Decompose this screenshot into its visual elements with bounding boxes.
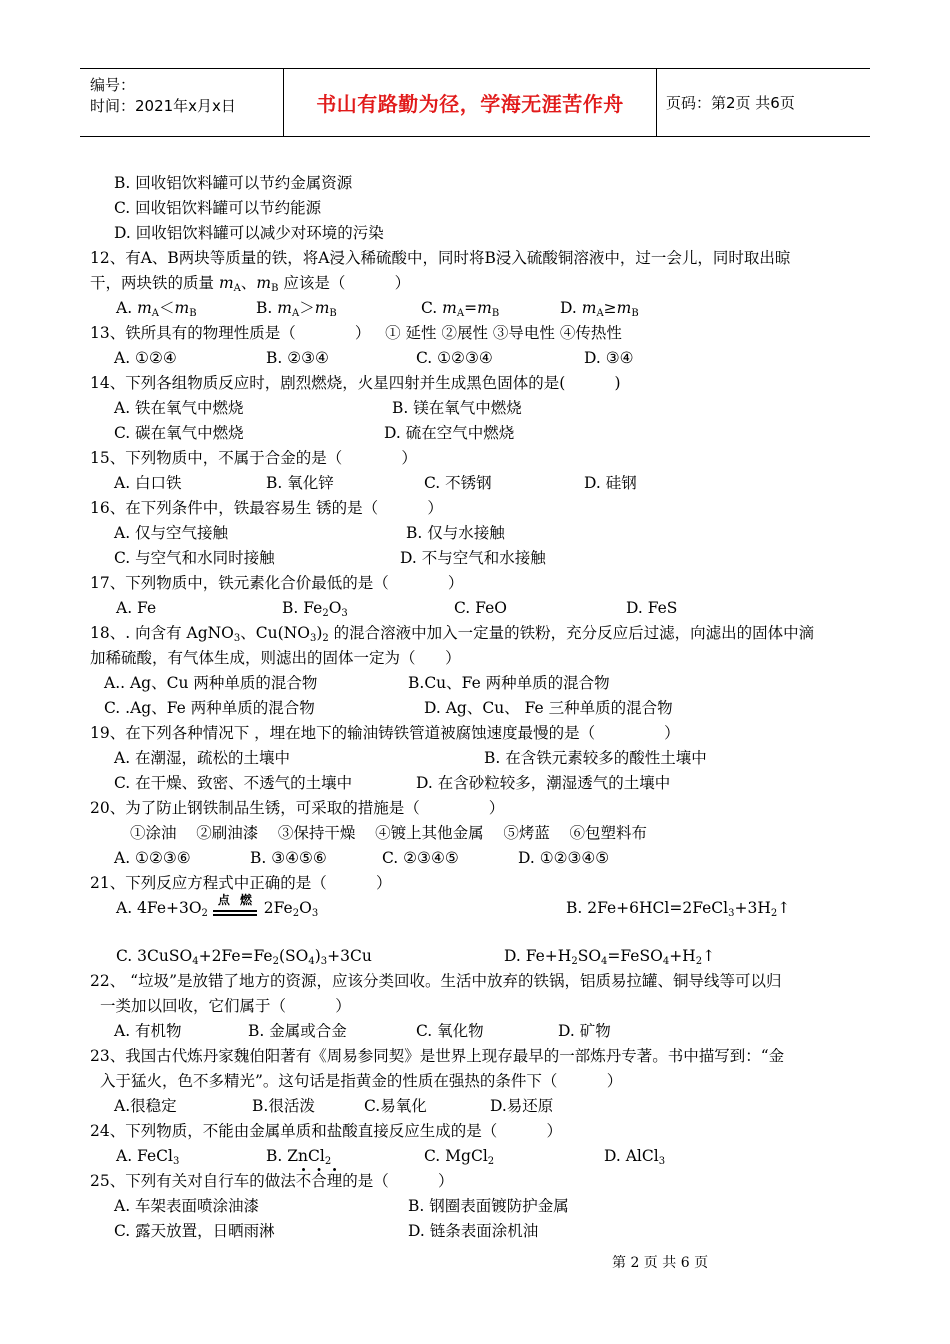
option-item: A. 铁在氧气中燃烧 (114, 399, 244, 417)
option-item: A. 仅与空气接触 (114, 524, 229, 542)
option-item: C. ②③④⑤ (382, 849, 459, 867)
option-item: C. 与空气和水同时接触 (114, 549, 275, 567)
option-item: A. $m_A<m_B$ (116, 299, 197, 319)
text-line: C. 回收铝饮料罐可以节约能源 (114, 199, 322, 217)
text-line: 21、下列反应方程式中正确的是（ ） (90, 874, 392, 892)
option-item: C. 不锈钢 (424, 474, 492, 492)
text-line: B. 回收铝饮料罐可以节约金属资源 (114, 174, 353, 192)
text-line: 一类加以回收，它们属于（ ） (100, 997, 351, 1015)
option-item: B. ②③④ (266, 349, 329, 367)
option-item: C. ①②③④ (416, 349, 493, 367)
option-item: A.很稳定 (114, 1097, 177, 1115)
option-item: C. .Ag、Fe 两种单质的混合物 (104, 699, 315, 717)
text-line: 15、下列物质中，不属于合金的是（ ） (90, 449, 417, 467)
option-item: D. 硅钢 (584, 474, 637, 492)
text-line: 干，两块铁的质量 $m_A$、$m_B$ 应该是（ ） (90, 274, 411, 294)
option-item: C. $m_A=m_B$ (421, 299, 500, 319)
text-line: ①涂油 ②刷油漆 ③保持干燥 ④镀上其他金属 ⑤烤蓝 ⑥包塑料布 (130, 824, 648, 842)
text-line: 17、下列物质中，铁元素化合价最低的是（ ） (90, 574, 464, 592)
option-item: C.易氧化 (364, 1097, 427, 1115)
option-item: A.. Ag、Cu 两种单质的混合物 (104, 674, 318, 692)
option-item: D. 不与空气和水接触 (400, 549, 546, 567)
option-item: A. 车架表面喷涂油漆 (114, 1197, 260, 1215)
option-item: B. $Fe_2O_3$ (282, 599, 348, 619)
option-item: D. ③④ (584, 349, 634, 367)
text-line: 12、有A、B两块等质量的铁，将A浸入稀硫酸中，同时将B浸入硫酸铜溶液中，过一会儿，同时取出晾 (90, 249, 791, 267)
option-item: B. 氧化锌 (266, 474, 334, 492)
option-item: D. $Fe+H_2SO_4=FeSO_4+H_2↑$ (504, 947, 716, 967)
text-line: 22、 “垃圾”是放错了地方的资源，应该分类回收。生活中放弃的铁锅，铝质易拉罐、铜导线等可以归 (90, 972, 782, 990)
text-line: 加稀硫酸，有气体生成，则滤出的固体一定为（ ） (90, 649, 461, 667)
option-item: A. ①②④ (114, 349, 177, 367)
option-item: A. 白口铁 (114, 474, 182, 492)
option-item: D. FeS (626, 599, 678, 617)
option-item: B. $m_A>m_B$ (256, 299, 337, 319)
text-line: 20、为了防止钢铁制品生锈，可采取的措施是（ ） (90, 799, 505, 817)
date-label: 时间：2021年x月x日 (90, 97, 236, 115)
text-line: 23、我国古代炼丹家魏伯阳著有《周易参同契》是世界上现存最早的一部炼丹专著。书中描写到：“金 (90, 1047, 785, 1065)
option-item: C. 碳在氧气中燃烧 (114, 424, 244, 442)
page-info (656, 69, 870, 136)
option-item: B. ③④⑤⑥ (250, 849, 327, 867)
text-line: 入于猛火，色不多精光”。这句话是指黄金的性质在强热的条件下（ ） (100, 1072, 623, 1090)
option-item: A. FeCl$_3$ (116, 1147, 180, 1167)
option-item: A. 有机物 (114, 1022, 182, 1040)
option-item: B. $2Fe+6HCl=2FeCl_3+3H_2↑$ (566, 899, 791, 919)
option-item: D.易还原 (490, 1097, 554, 1115)
option-item: A. ①②③⑥ (114, 849, 191, 867)
option-item: A. 在潮湿，疏松的土壤中 (114, 749, 291, 767)
text-line: 24、下列物质，不能由金属单质和盐酸直接反应生成的是（ ） (90, 1122, 562, 1140)
text-line: 14、下列各组物质反应时，剧烈燃烧，火星四射并生成黑色固体的是( ) (90, 374, 621, 392)
option-item: B. 钢圈表面镀防护金属 (408, 1197, 569, 1215)
option-item: D. 在含砂粒较多，潮湿透气的土壤中 (416, 774, 671, 792)
option-item: B. 在含铁元素较多的酸性土壤中 (484, 749, 707, 767)
option-item: B. 镁在氧气中燃烧 (392, 399, 522, 417)
page-footer: 第 2 页 共 6 页 (612, 1255, 709, 1271)
text-line: 25、下列有关对自行车的做法不合理的是（ ） (90, 1172, 454, 1190)
option-item: C. 在干燥、致密、不透气的土壤中 (114, 774, 353, 792)
text-line: 19、在下列各种情况下 ，埋在地下的输油铸铁管道被腐蚀速度最慢的是（ ） (90, 724, 680, 742)
motto-banner: 书山有路勤为径，学海无涯苦作舟 (283, 69, 657, 136)
text-line: 18、. 向含有 AgNO$_3$、$Cu(NO_3)_2$ 的混合溶液中加入一定量的铁粉，充分反应后过滤，向滤出的固体中滴 (90, 624, 815, 644)
number-label: 编号： (90, 76, 136, 94)
option-item: B.很活泼 (252, 1097, 315, 1115)
option-item: C. FeO (454, 599, 507, 617)
option-item: D. 硫在空气中燃烧 (384, 424, 515, 442)
header-meta (80, 69, 283, 136)
option-item: B.Cu、Fe 两种单质的混合物 (408, 674, 610, 692)
option-item: D. 矿物 (558, 1022, 611, 1040)
option-item: D. Ag、Cu、 Fe 三种单质的混合物 (424, 699, 673, 717)
option-item: C. 露天放置，日晒雨淋 (114, 1222, 275, 1240)
option-item: B. 金属或合金 (248, 1022, 347, 1040)
option-item: B. 仅与水接触 (406, 524, 505, 542)
page-header (80, 68, 870, 137)
option-item: D. $m_A\ge m_B$ (560, 299, 639, 319)
option-item: C. $3CuSO_4+2Fe=Fe_2(SO_4)_3+3Cu$ (116, 947, 372, 967)
text-line: D. 回收铝饮料罐可以减少对环境的污染 (114, 224, 384, 242)
text-line: 13、铁所具有的物理性质是（ ） ① 延性 ②展性 ③导电性 ④传热性 (90, 324, 622, 342)
condition-equals: 点 燃 (213, 898, 259, 918)
option-item: C. 氧化物 (416, 1022, 484, 1040)
option-item: C. MgCl$_2$ (424, 1147, 495, 1167)
text-line: 16、在下列条件中，铁最容易生 锈的是（ ） (90, 499, 443, 517)
option-item: D. ①②③④⑤ (518, 849, 610, 867)
option-item: D. 链条表面涂机油 (408, 1222, 539, 1240)
option-item: B. ZnCl$_2$ (266, 1147, 332, 1167)
option-item: D. AlCl$_3$ (604, 1147, 666, 1167)
option-item: A. $4Fe+3O_2$ 点 燃 $2Fe_2O_3$ (116, 893, 319, 919)
page-number-label: 页码：第2页 共6页 (666, 94, 795, 112)
option-item: A. Fe (116, 599, 157, 617)
